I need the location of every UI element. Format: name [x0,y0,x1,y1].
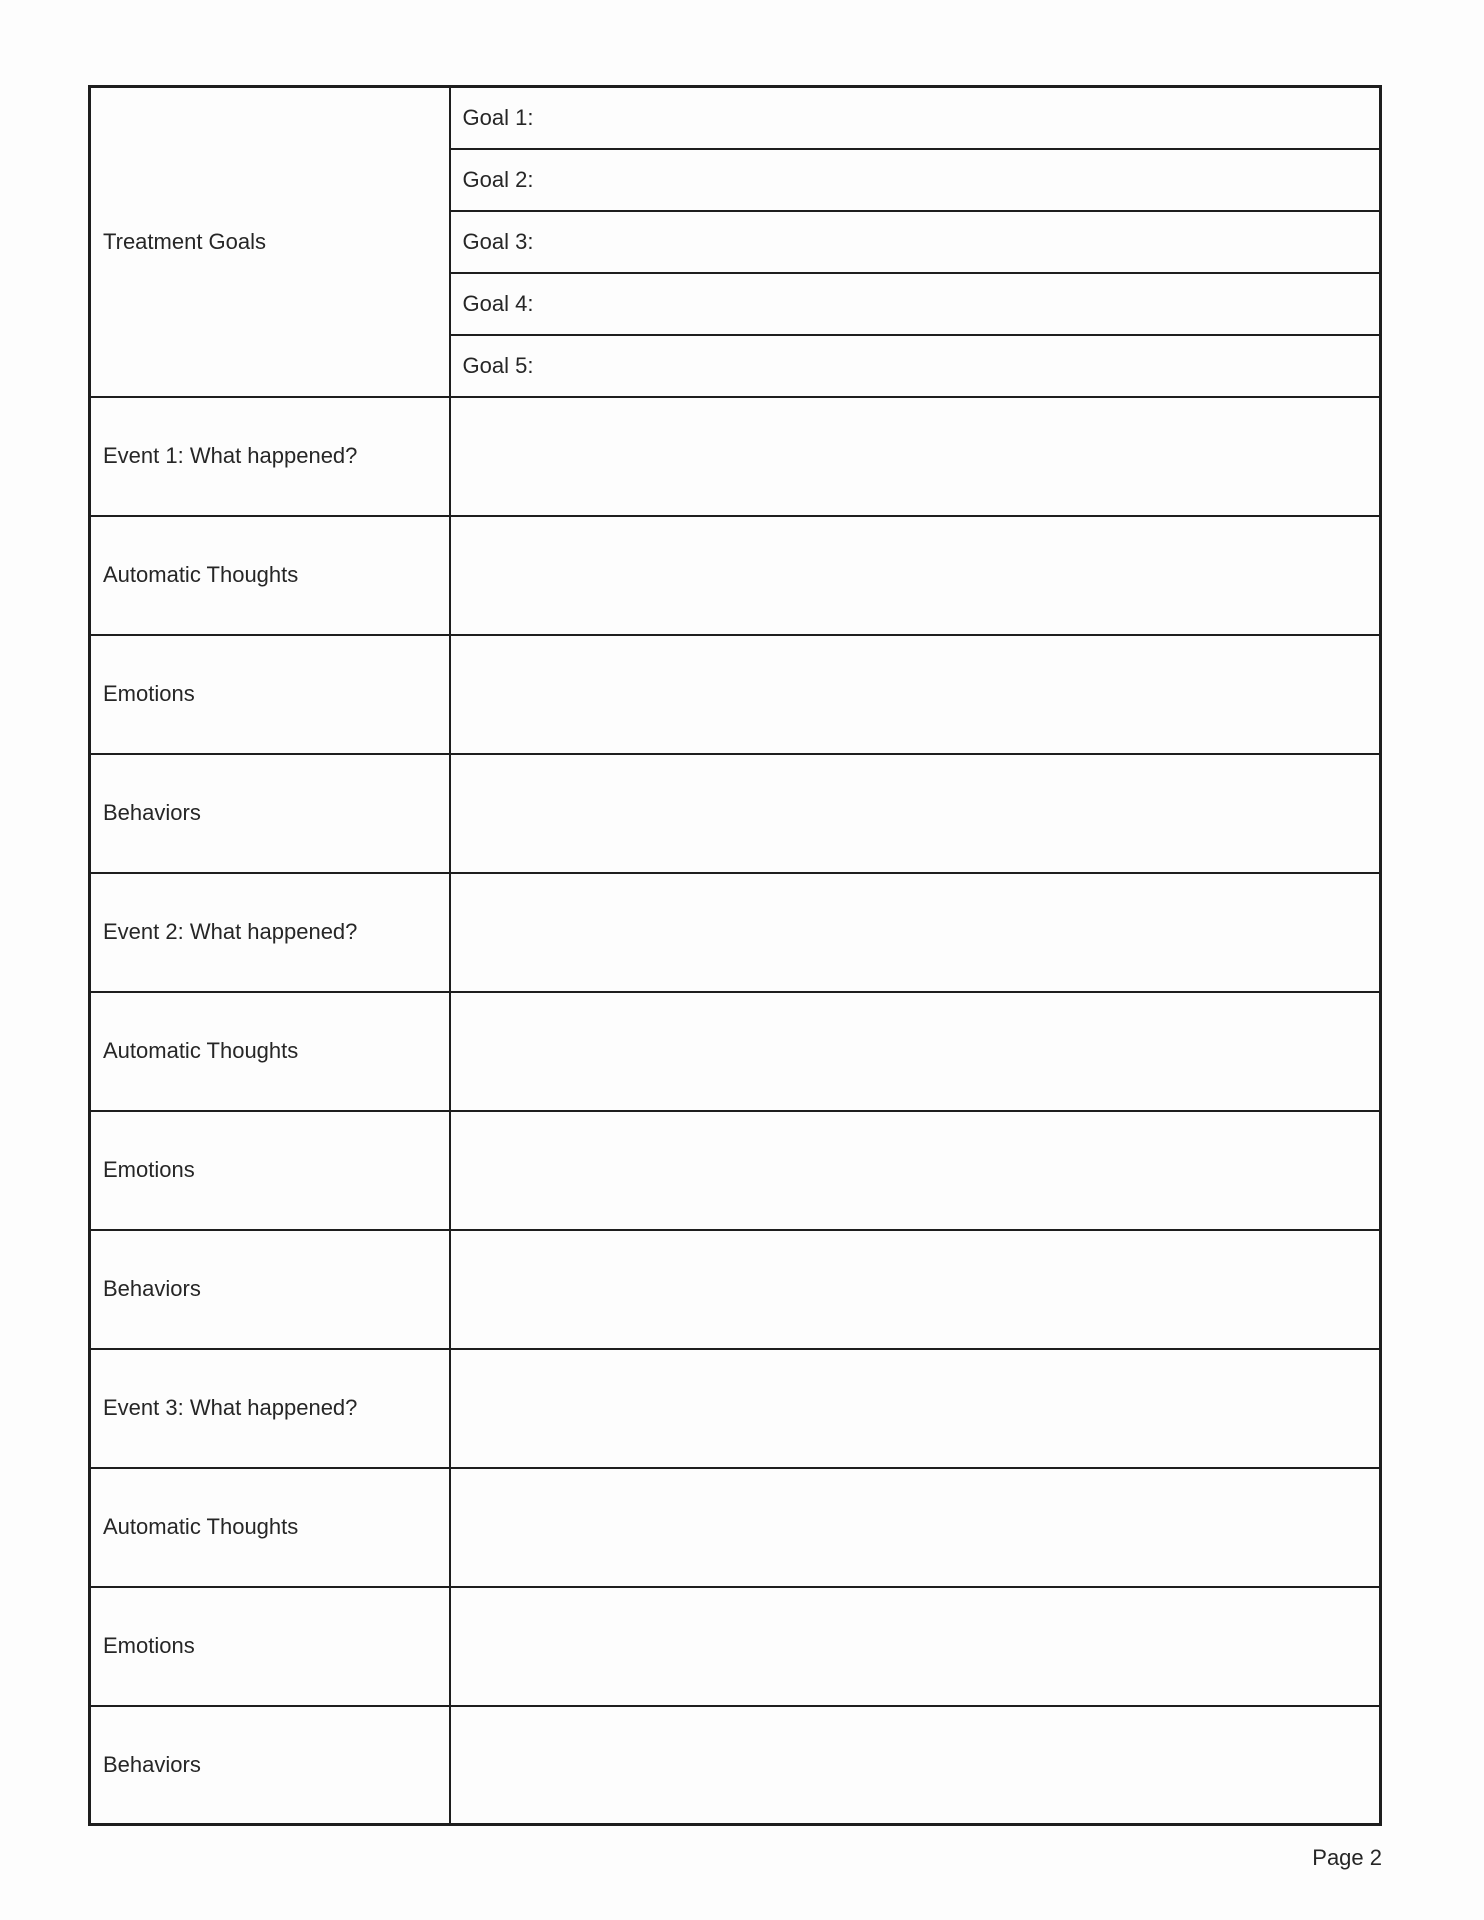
row-label-emotions-3: Emotions [90,1587,450,1706]
goal-3-field: Goal 3: [450,211,1381,273]
goal-2-field: Goal 2: [450,149,1381,211]
page-number: Page 2 [1312,1845,1382,1870]
row-label-behaviors-3: Behaviors [90,1706,450,1825]
entry-field-behaviors-2 [450,1230,1381,1349]
goal-1-field: Goal 1: [450,87,1381,149]
entry-field-automatic-thoughts-2 [450,992,1381,1111]
entry-field-emotions-3 [450,1587,1381,1706]
row-label-emotions-2: Emotions [90,1111,450,1230]
row-label-behaviors-2: Behaviors [90,1230,450,1349]
row-label-event-2: Event 2: What happened? [90,873,450,992]
row-label-automatic-thoughts-2: Automatic Thoughts [90,992,450,1111]
row-label-emotions-1: Emotions [90,635,450,754]
entry-field-behaviors-1 [450,754,1381,873]
entry-field-event-1 [450,397,1381,516]
treatment-goals-label: Treatment Goals [90,87,450,397]
row-label-event-3: Event 3: What happened? [90,1349,450,1468]
goal-4-field: Goal 4: [450,273,1381,335]
row-label-automatic-thoughts-3: Automatic Thoughts [90,1468,450,1587]
entry-field-automatic-thoughts-3 [450,1468,1381,1587]
entry-field-event-2 [450,873,1381,992]
worksheet-table [88,85,1382,1826]
goal-5-field: Goal 5: [450,335,1381,397]
entry-field-behaviors-3 [450,1706,1381,1825]
entry-field-automatic-thoughts-1 [450,516,1381,635]
row-label-automatic-thoughts-1: Automatic Thoughts [90,516,450,635]
entry-field-emotions-2 [450,1111,1381,1230]
entry-field-emotions-1 [450,635,1381,754]
row-label-event-1: Event 1: What happened? [90,397,450,516]
entry-field-event-3 [450,1349,1381,1468]
row-label-behaviors-1: Behaviors [90,754,450,873]
